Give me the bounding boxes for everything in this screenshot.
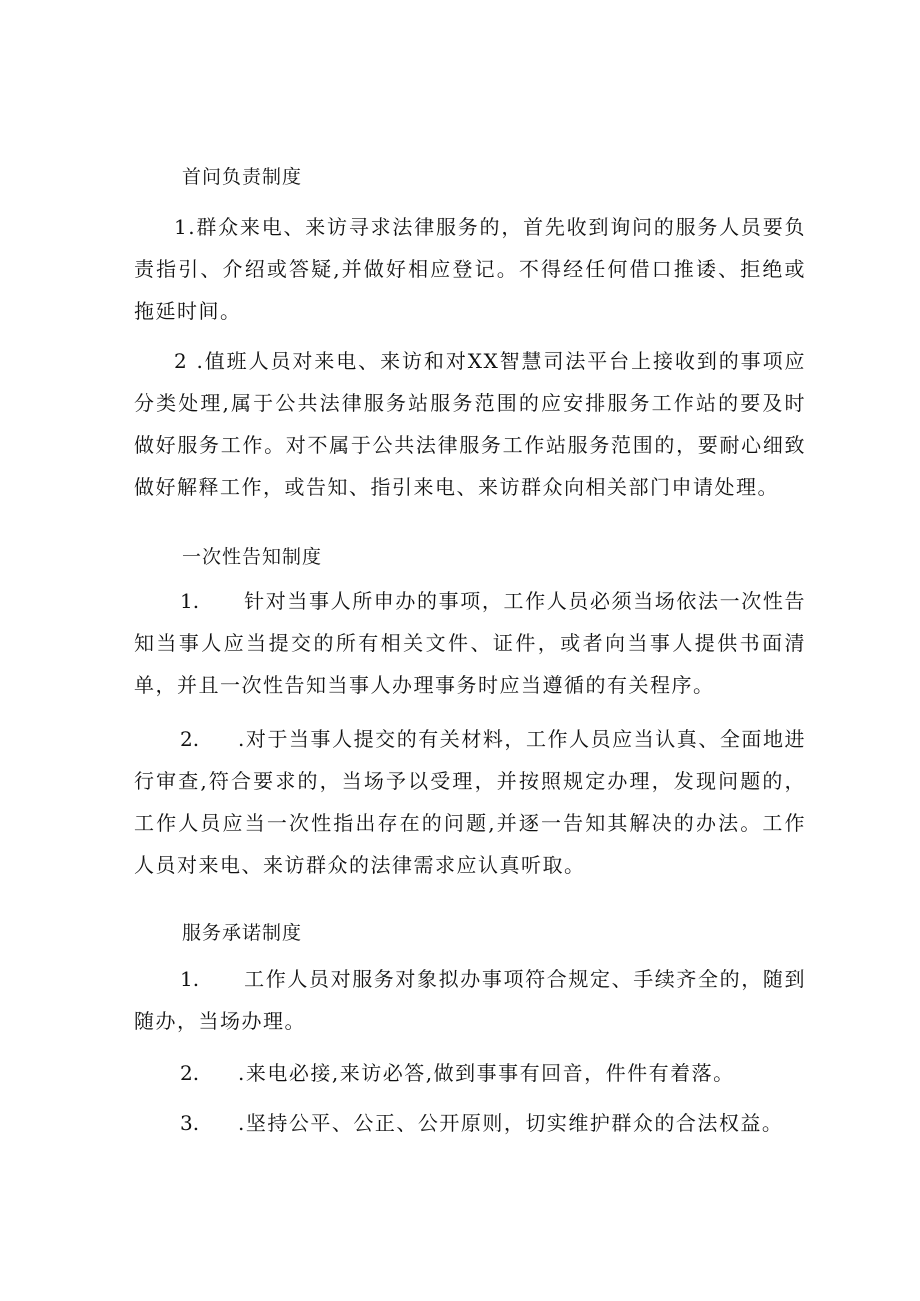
- list-item: [134, 958, 806, 1042]
- list-item-number: 1.: [180, 589, 200, 613]
- list-item-number: 1.: [180, 967, 200, 991]
- list-item-text: 针对当事人所申办的事项，工作人员必须当场依法一次性告知当事人应当提交的所有相关文件、证件，或者向当事人提供书面清单，并且一次性告知当事人办理事务时应当遵循的有关程序。: [134, 589, 806, 697]
- list-item-text: .对于当事人提交的有关材料，工作人员应当认真、全面地进行审查,符合要求的，当场予以受理，并按照规定办理，发现问题的，工作人员应当一次性指出存在的问题,并逐一告知其解决的办法。工作人员对来电、来访群众的法律需求应认真听取。: [134, 727, 806, 877]
- list-item-text: 工作人员对服务对象拟办事项符合规定、手续齐全的，随到随办，当场办理。: [134, 967, 806, 1033]
- list-item: [134, 718, 806, 886]
- list-item: [134, 1102, 806, 1144]
- section-heading: 一次性告知制度: [182, 546, 323, 568]
- list-item-text: .坚持公平、公正、公开原则，切实维护群众的合法权益。: [238, 1111, 784, 1135]
- list-item-number: 2.: [180, 727, 200, 751]
- paragraph: 2 .值班人员对来电、来访和对XX智慧司法平台上接收到的事项应分类处理,属于公共法律服务站服务范围的应安排服务工作站的要及时做好服务工作。对不属于公共法律服务工作站服务范围的，要耐心细致做好解释工作，或告知、指引来电、来访群众向相关部门申请处理。: [134, 349, 806, 499]
- list-item-text: .来电必接,来访必答,做到事事有回音，件件有着落。: [238, 1061, 735, 1085]
- section-heading: 服务承诺制度: [182, 922, 303, 944]
- list-item-number: 2.: [180, 1061, 200, 1085]
- list-item: [134, 580, 806, 706]
- paragraph: 1.群众来电、来访寻求法律服务的，首先收到询问的服务人员要负责指引、介绍或答疑,并做好相应登记。不得经任何借口推诿、拒绝或拖延时间。: [134, 215, 806, 323]
- list-item-number: 3.: [180, 1111, 200, 1135]
- section-heading: 首问负责制度: [182, 166, 303, 188]
- list-item: [134, 1052, 806, 1094]
